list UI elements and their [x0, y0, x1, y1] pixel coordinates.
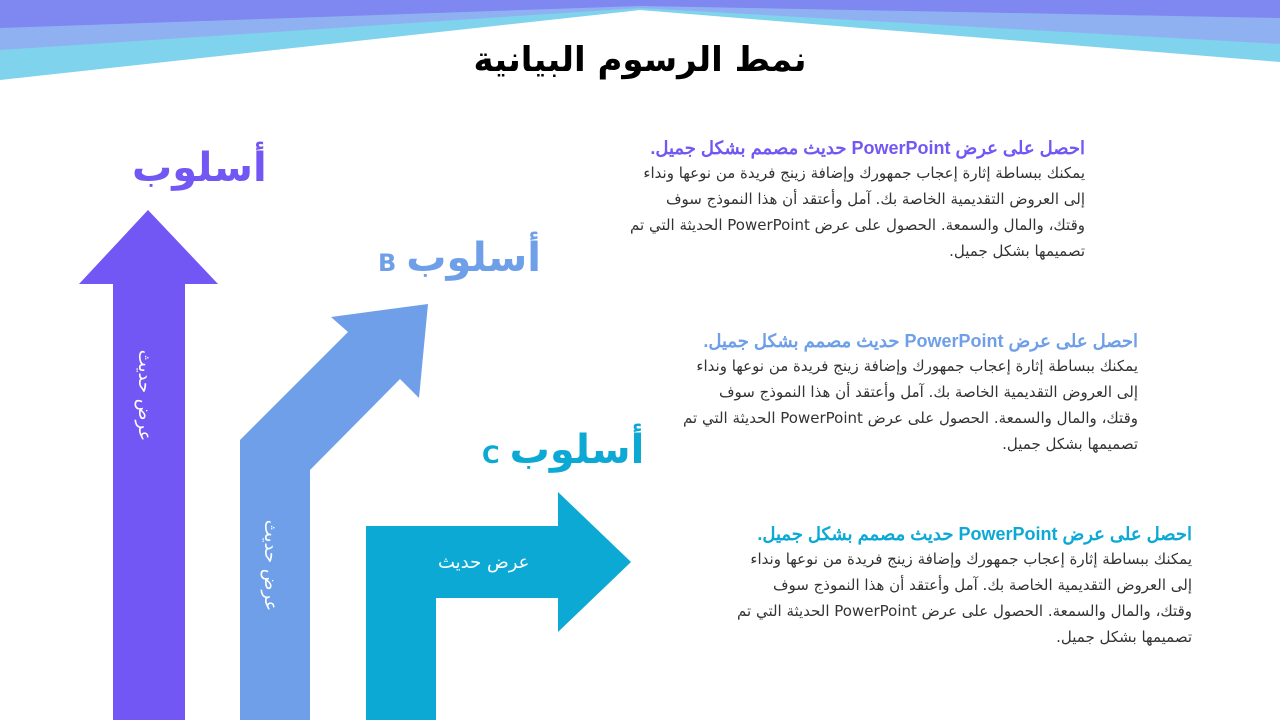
- arrow-c-text: عرض حديث: [438, 552, 530, 573]
- text-block-3-heading: احصل على عرض PowerPoint حديث مصمم بشكل جميل.: [757, 524, 1192, 544]
- arrow-a-text: عرض حديث: [134, 349, 156, 442]
- text-block-1-body: يمكنك ببساطة إثارة إعجاب جمهورك وإضافة زينج فريدة من نوعها ونداء إلى العروض التقديمية الخاصة بك. آمل وأعتقد أن هذا النموذج سوف وقتك، والمال والسمعة. الحصول على عرض PowerPoint الحديثة التي تم تصميمها بشكل جميل.: [630, 164, 1085, 260]
- slide-title: نمط الرسوم البيانية: [473, 40, 807, 80]
- style-label-b: [378, 235, 541, 281]
- arrow-b-text: عرض حديث: [260, 519, 282, 612]
- text-block-2-heading: احصل على عرض PowerPoint حديث مصمم بشكل جميل.: [703, 331, 1138, 351]
- style-label-a-text: أسلوب: [132, 145, 267, 191]
- text-block-2: [678, 329, 1138, 457]
- arrow-c: [366, 492, 631, 720]
- style-label-c: [482, 427, 644, 473]
- style-label-c-letter: C: [482, 441, 500, 469]
- text-block-1: [625, 136, 1085, 264]
- text-block-3: [732, 522, 1192, 650]
- style-label-c-text: أسلوب: [509, 427, 645, 473]
- text-block-1-heading: احصل على عرض PowerPoint حديث مصمم بشكل جميل.: [650, 138, 1085, 158]
- text-block-3-body: يمكنك ببساطة إثارة إعجاب جمهورك وإضافة زينج فريدة من نوعها ونداء إلى العروض التقديمية الخاصة بك. آمل وأعتقد أن هذا النموذج سوف وقتك، والمال والسمعة. الحصول على عرض PowerPoint الحديثة التي تم تصميمها بشكل جميل.: [737, 550, 1192, 646]
- arrow-a: [79, 210, 218, 720]
- style-label-b-text: أسلوب: [406, 235, 541, 281]
- style-label-a: [132, 145, 267, 191]
- style-label-b-letter: B: [378, 249, 397, 277]
- text-block-2-body: يمكنك ببساطة إثارة إعجاب جمهورك وإضافة زينج فريدة من نوعها ونداء إلى العروض التقديمية الخاصة بك. آمل وأعتقد أن هذا النموذج سوف وقتك، والمال والسمعة. الحصول على عرض PowerPoint الحديثة التي تم تصميمها بشكل جميل.: [683, 357, 1138, 453]
